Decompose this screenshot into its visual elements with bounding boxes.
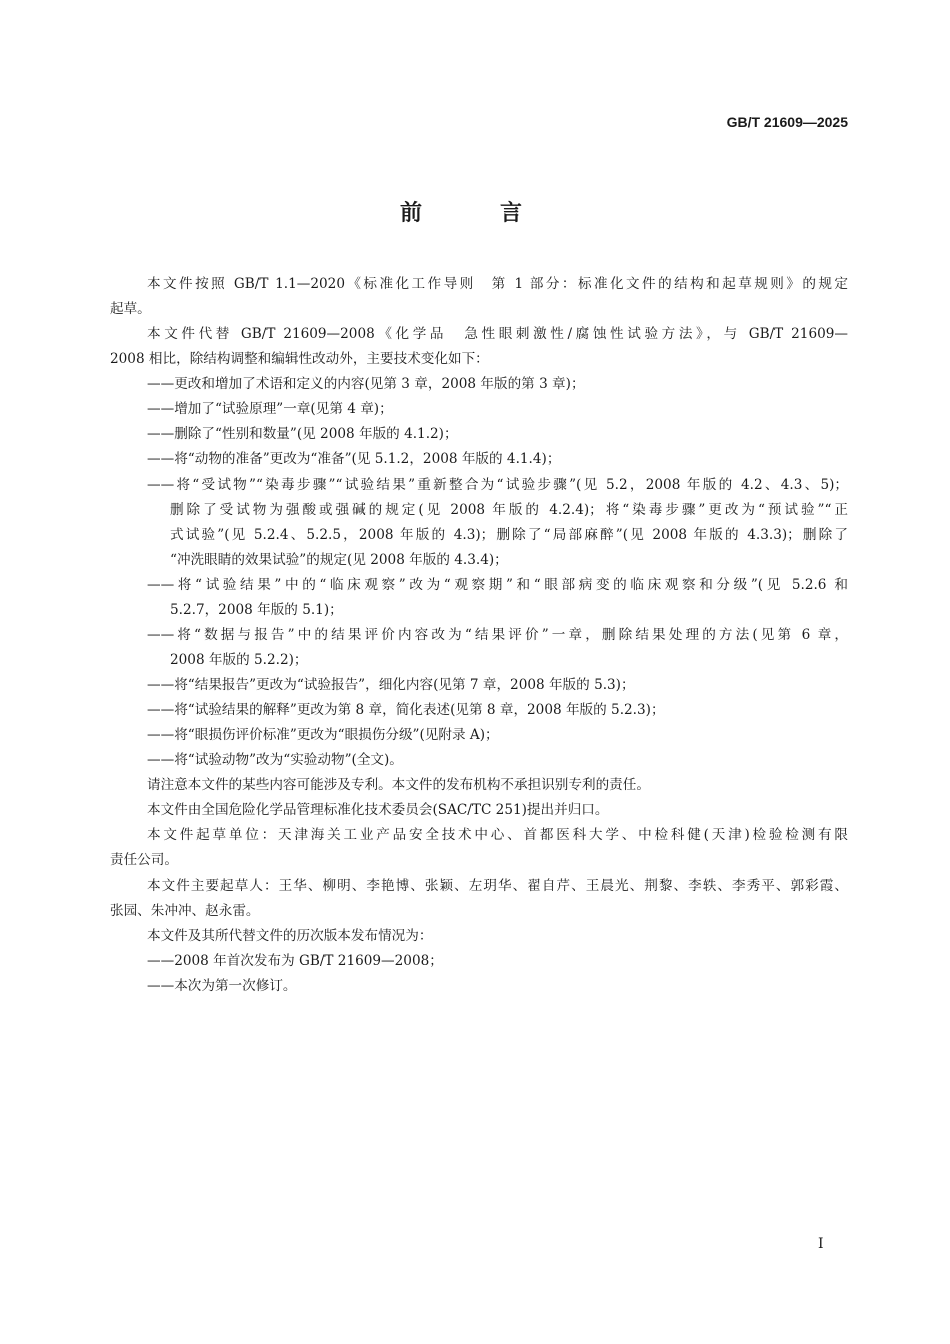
text-line: 5.2.7，2008 年版的 5.1)；	[170, 601, 343, 618]
text-line: 本文件按照 GB/T 1.1—2020《标准化工作导则 第 1 部分：标准化文件的结构和起草规则》的规定	[147, 276, 848, 292]
text-line: 张园、朱冲冲、赵永雷。	[110, 902, 260, 919]
text-line: ——将“受试物”“染毒步骤”“试验结果”重新整合为“试验步骤”(见 5.2，2008 年版的 4.2、4.3、5)；	[147, 476, 848, 493]
text-line: 本文件主要起草人：王华、柳明、李艳博、张颖、左玥华、翟自芹、王晨光、荆黎、李轶、李秀平、郭彩霞、	[147, 877, 848, 894]
list-item	[110, 748, 848, 773]
list-item	[110, 974, 848, 999]
text-line: ——将“动物的准备”更改为“准备”(见 5.1.2，2008 年版的 4.1.4)；	[147, 451, 561, 468]
paragraph	[110, 823, 848, 873]
text-line: 本文件及其所代替文件的历次版本发布情况为：	[147, 927, 433, 944]
paragraph	[110, 322, 848, 372]
text-line: 2008 相比，除结构调整和编辑性改动外，主要技术变化如下：	[110, 351, 489, 368]
text-line: ——将“试验结果”中的“临床观察”改为“观察期”和“眼部病变的临床观察和分级”(见 5.2.6 和	[147, 576, 848, 593]
text-line: 请注意本文件的某些内容可能涉及专利。本文件的发布机构不承担识别专利的责任。	[147, 777, 650, 794]
list-item	[110, 673, 848, 698]
list-item	[110, 698, 848, 723]
paragraph	[110, 874, 848, 924]
text-line: “冲洗眼睛的效果试验”的规定(见 2008 年版的 4.3.4)；	[170, 551, 508, 568]
paragraph	[110, 773, 848, 798]
list-item	[110, 372, 848, 397]
foreword-body	[110, 272, 848, 999]
text-line: 删除了受试物为强酸或强碱的规定(见 2008 年版的 4.2.4)；将“染毒步骤”更改为“预试验”“正	[170, 501, 848, 518]
text-line: ——更改和增加了术语和定义的内容(见第 3 章，2008 年版的第 3 章)；	[147, 376, 585, 393]
text-line: 2008 年版的 5.2.2)；	[170, 651, 308, 668]
list-item	[110, 573, 848, 623]
text-line: ——将“结果报告”更改为“试验报告”，细化内容(见第 7 章，2008 年版的 5.3)；	[147, 677, 635, 693]
text-line: 本文件起草单位：天津海关工业产品安全技术中心、首都医科大学、中检科健(天津)检验检测有限	[147, 827, 848, 844]
text-line: ——将“试验结果的解释”更改为第 8 章，简化表述(见第 8 章，2008 年版的 5.2.3)；	[147, 702, 665, 719]
text-line: 责任公司。	[110, 852, 178, 869]
list-item	[110, 422, 848, 447]
text-line: 本文件由全国危险化学品管理标准化技术委员会(SAC/TC 251)提出并归口。	[147, 802, 609, 819]
list-item	[110, 397, 848, 422]
paragraph	[110, 272, 848, 322]
list-item	[110, 447, 848, 472]
text-line: ——本次为第一次修订。	[147, 977, 297, 994]
page-number: I	[818, 1236, 824, 1252]
list-item	[110, 723, 848, 748]
text-line: 式试验”(见 5.2.4、5.2.5，2008 年版的 4.3)；删除了“局部麻醉”(见 2008 年版的 4.3.3)；删除了	[170, 526, 848, 543]
text-line: ——将“数据与报告”中的结果评价内容改为“结果评价”一章，删除结果处理的方法(见第 6 章，	[147, 626, 848, 643]
text-line: 起草。	[110, 301, 151, 318]
text-line: ——删除了“性别和数量”(见 2008 年版的 4.1.2)；	[147, 426, 458, 443]
text-line: ——将“眼损伤评价标准”更改为“眼损伤分级”(见附录 A)；	[147, 727, 499, 744]
page-title: 前 言	[399, 200, 550, 226]
list-item	[110, 949, 848, 974]
paragraph	[110, 798, 848, 823]
paragraph	[110, 924, 848, 949]
text-line: ——增加了“试验原理”一章(见第 4 章)；	[147, 401, 393, 418]
list-item	[110, 473, 848, 573]
list-item	[110, 623, 848, 673]
text-line: 本文件代替 GB/T 21609—2008《化学品 急性眼刺激性/腐蚀性试验方法》，与 GB/T 21609—	[147, 326, 848, 343]
text-line: ——将“试验动物”改为“实验动物”(全文)。	[147, 752, 403, 769]
document-number-header: GB/T 21609—2025	[726, 114, 848, 130]
text-line: ——2008 年首次发布为 GB/T 21609—2008；	[147, 952, 443, 969]
